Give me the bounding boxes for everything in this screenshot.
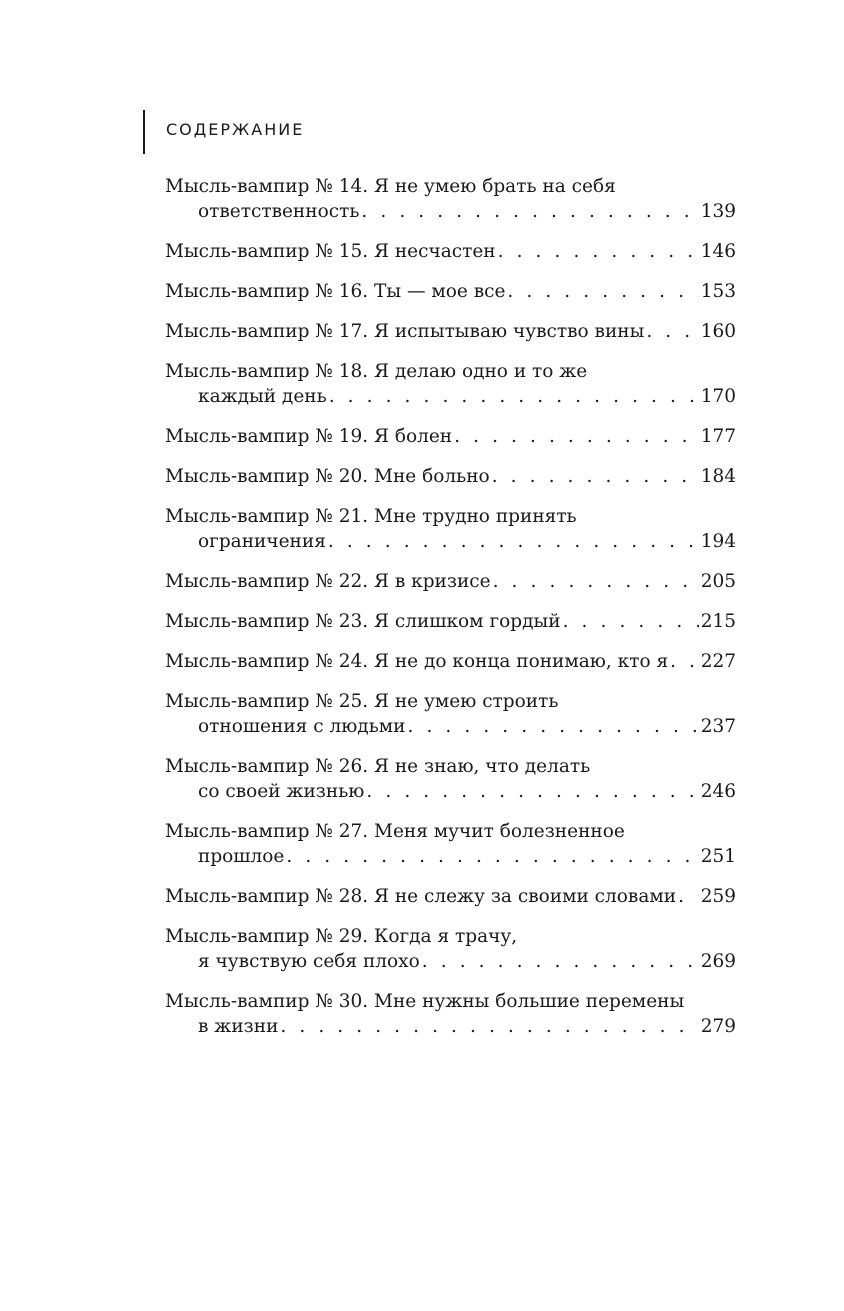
dot-leader xyxy=(670,649,699,674)
page-number: 205 xyxy=(700,571,736,592)
page-number: 279 xyxy=(700,1016,736,1037)
toc-entry-title: Мысль-вампир № 19. Я болен xyxy=(165,426,453,447)
toc-entry[interactable] xyxy=(165,319,736,344)
toc-entry-title: Мысль-вампир № 16. Ты — мое все xyxy=(165,281,506,302)
dot-leader xyxy=(422,949,699,974)
toc-entry[interactable] xyxy=(165,924,736,974)
dot-leader xyxy=(678,884,699,909)
page-title: СОДЕРЖАНИЕ xyxy=(166,120,305,139)
page-number: 153 xyxy=(700,281,736,302)
toc-entry-title-continued: ограничения xyxy=(198,531,326,552)
toc-entry-title: Мысль-вампир № 30. Мне нужны большие перемены xyxy=(165,991,685,1012)
dot-leader xyxy=(361,199,698,224)
page-number: 227 xyxy=(700,651,736,672)
toc-entry[interactable] xyxy=(165,239,736,264)
page-number: 146 xyxy=(700,241,736,262)
toc-entry[interactable] xyxy=(165,424,736,449)
toc-entry-title-continued: каждый день xyxy=(198,386,327,407)
toc-entry-title-continued: со своей жизнью xyxy=(198,781,365,802)
toc-entry-title: Мысль-вампир № 25. Я не умею строить xyxy=(165,691,559,712)
toc-entry[interactable] xyxy=(165,174,736,224)
dot-leader xyxy=(407,714,698,739)
toc-entry-title-continued: ответственность xyxy=(198,201,360,222)
dot-leader xyxy=(646,319,698,344)
toc-entry-title: Мысль-вампир № 15. Я несчастен xyxy=(165,241,496,262)
page-number: 139 xyxy=(700,201,736,222)
page-number: 184 xyxy=(700,466,736,487)
toc-entry-title: Мысль-вампир № 28. Я не слежу за своими словами xyxy=(165,886,677,907)
toc-entry-title-continued: я чувствую себя плохо xyxy=(198,951,420,972)
page-number: 194 xyxy=(700,531,736,552)
toc-entry[interactable] xyxy=(165,819,736,869)
dot-leader xyxy=(493,569,699,594)
page-number: 160 xyxy=(700,321,736,342)
dot-leader xyxy=(366,779,698,804)
toc-entry[interactable] xyxy=(165,609,736,634)
dot-leader xyxy=(507,279,698,304)
toc-entry[interactable] xyxy=(165,279,736,304)
dot-leader xyxy=(328,529,699,554)
toc-entry-title: Мысль-вампир № 22. Я в кризисе xyxy=(165,571,491,592)
toc-entry-title-continued: прошлое xyxy=(198,846,285,867)
toc-entry-title: Мысль-вампир № 17. Я испытываю чувство вины xyxy=(165,321,645,342)
dot-leader xyxy=(286,844,698,869)
toc-entry-title: Мысль-вампир № 14. Я не умею брать на себя xyxy=(165,176,616,197)
toc-entry-title: Мысль-вампир № 21. Мне трудно принять xyxy=(165,506,577,527)
table-of-contents xyxy=(165,174,736,1054)
toc-entry-title: Мысль-вампир № 29. Когда я трачу, xyxy=(165,926,518,947)
toc-entry[interactable] xyxy=(165,359,736,409)
section-header xyxy=(143,110,304,154)
toc-entry[interactable] xyxy=(165,569,736,594)
toc-entry-title: Мысль-вампир № 26. Я не знаю, что делать xyxy=(165,756,591,777)
toc-entry-title-continued: отношения с людьми xyxy=(198,716,406,737)
toc-entry[interactable] xyxy=(165,464,736,489)
toc-entry[interactable] xyxy=(165,754,736,804)
page-number: 246 xyxy=(700,781,736,802)
toc-entry-title: Мысль-вампир № 20. Мне больно xyxy=(165,466,490,487)
page-number: 177 xyxy=(700,426,736,447)
toc-entry-title: Мысль-вампир № 27. Меня мучит болезненное xyxy=(165,821,625,842)
page-number: 215 xyxy=(700,611,736,632)
toc-entry-title: Мысль-вампир № 18. Я делаю одно и то же xyxy=(165,361,588,382)
toc-entry-title: Мысль-вампир № 23. Я слишком гордый xyxy=(165,611,561,632)
page-number: 251 xyxy=(700,846,736,867)
page-number: 269 xyxy=(700,951,736,972)
dot-leader xyxy=(454,424,699,449)
toc-entry-title: Мысль-вампир № 24. Я не до конца понимаю, кто я xyxy=(165,651,669,672)
dot-leader xyxy=(280,1014,698,1039)
dot-leader xyxy=(563,609,699,634)
toc-entry-title-continued: в жизни xyxy=(198,1016,279,1037)
dot-leader xyxy=(492,464,699,489)
toc-entry[interactable] xyxy=(165,884,736,909)
toc-entry[interactable] xyxy=(165,689,736,739)
page-number: 259 xyxy=(700,886,736,907)
toc-entry[interactable] xyxy=(165,649,736,674)
dot-leader xyxy=(329,384,699,409)
page-number: 237 xyxy=(700,716,736,737)
dot-leader xyxy=(498,239,699,264)
toc-entry[interactable] xyxy=(165,989,736,1039)
toc-entry[interactable] xyxy=(165,504,736,554)
page-number: 170 xyxy=(700,386,736,407)
